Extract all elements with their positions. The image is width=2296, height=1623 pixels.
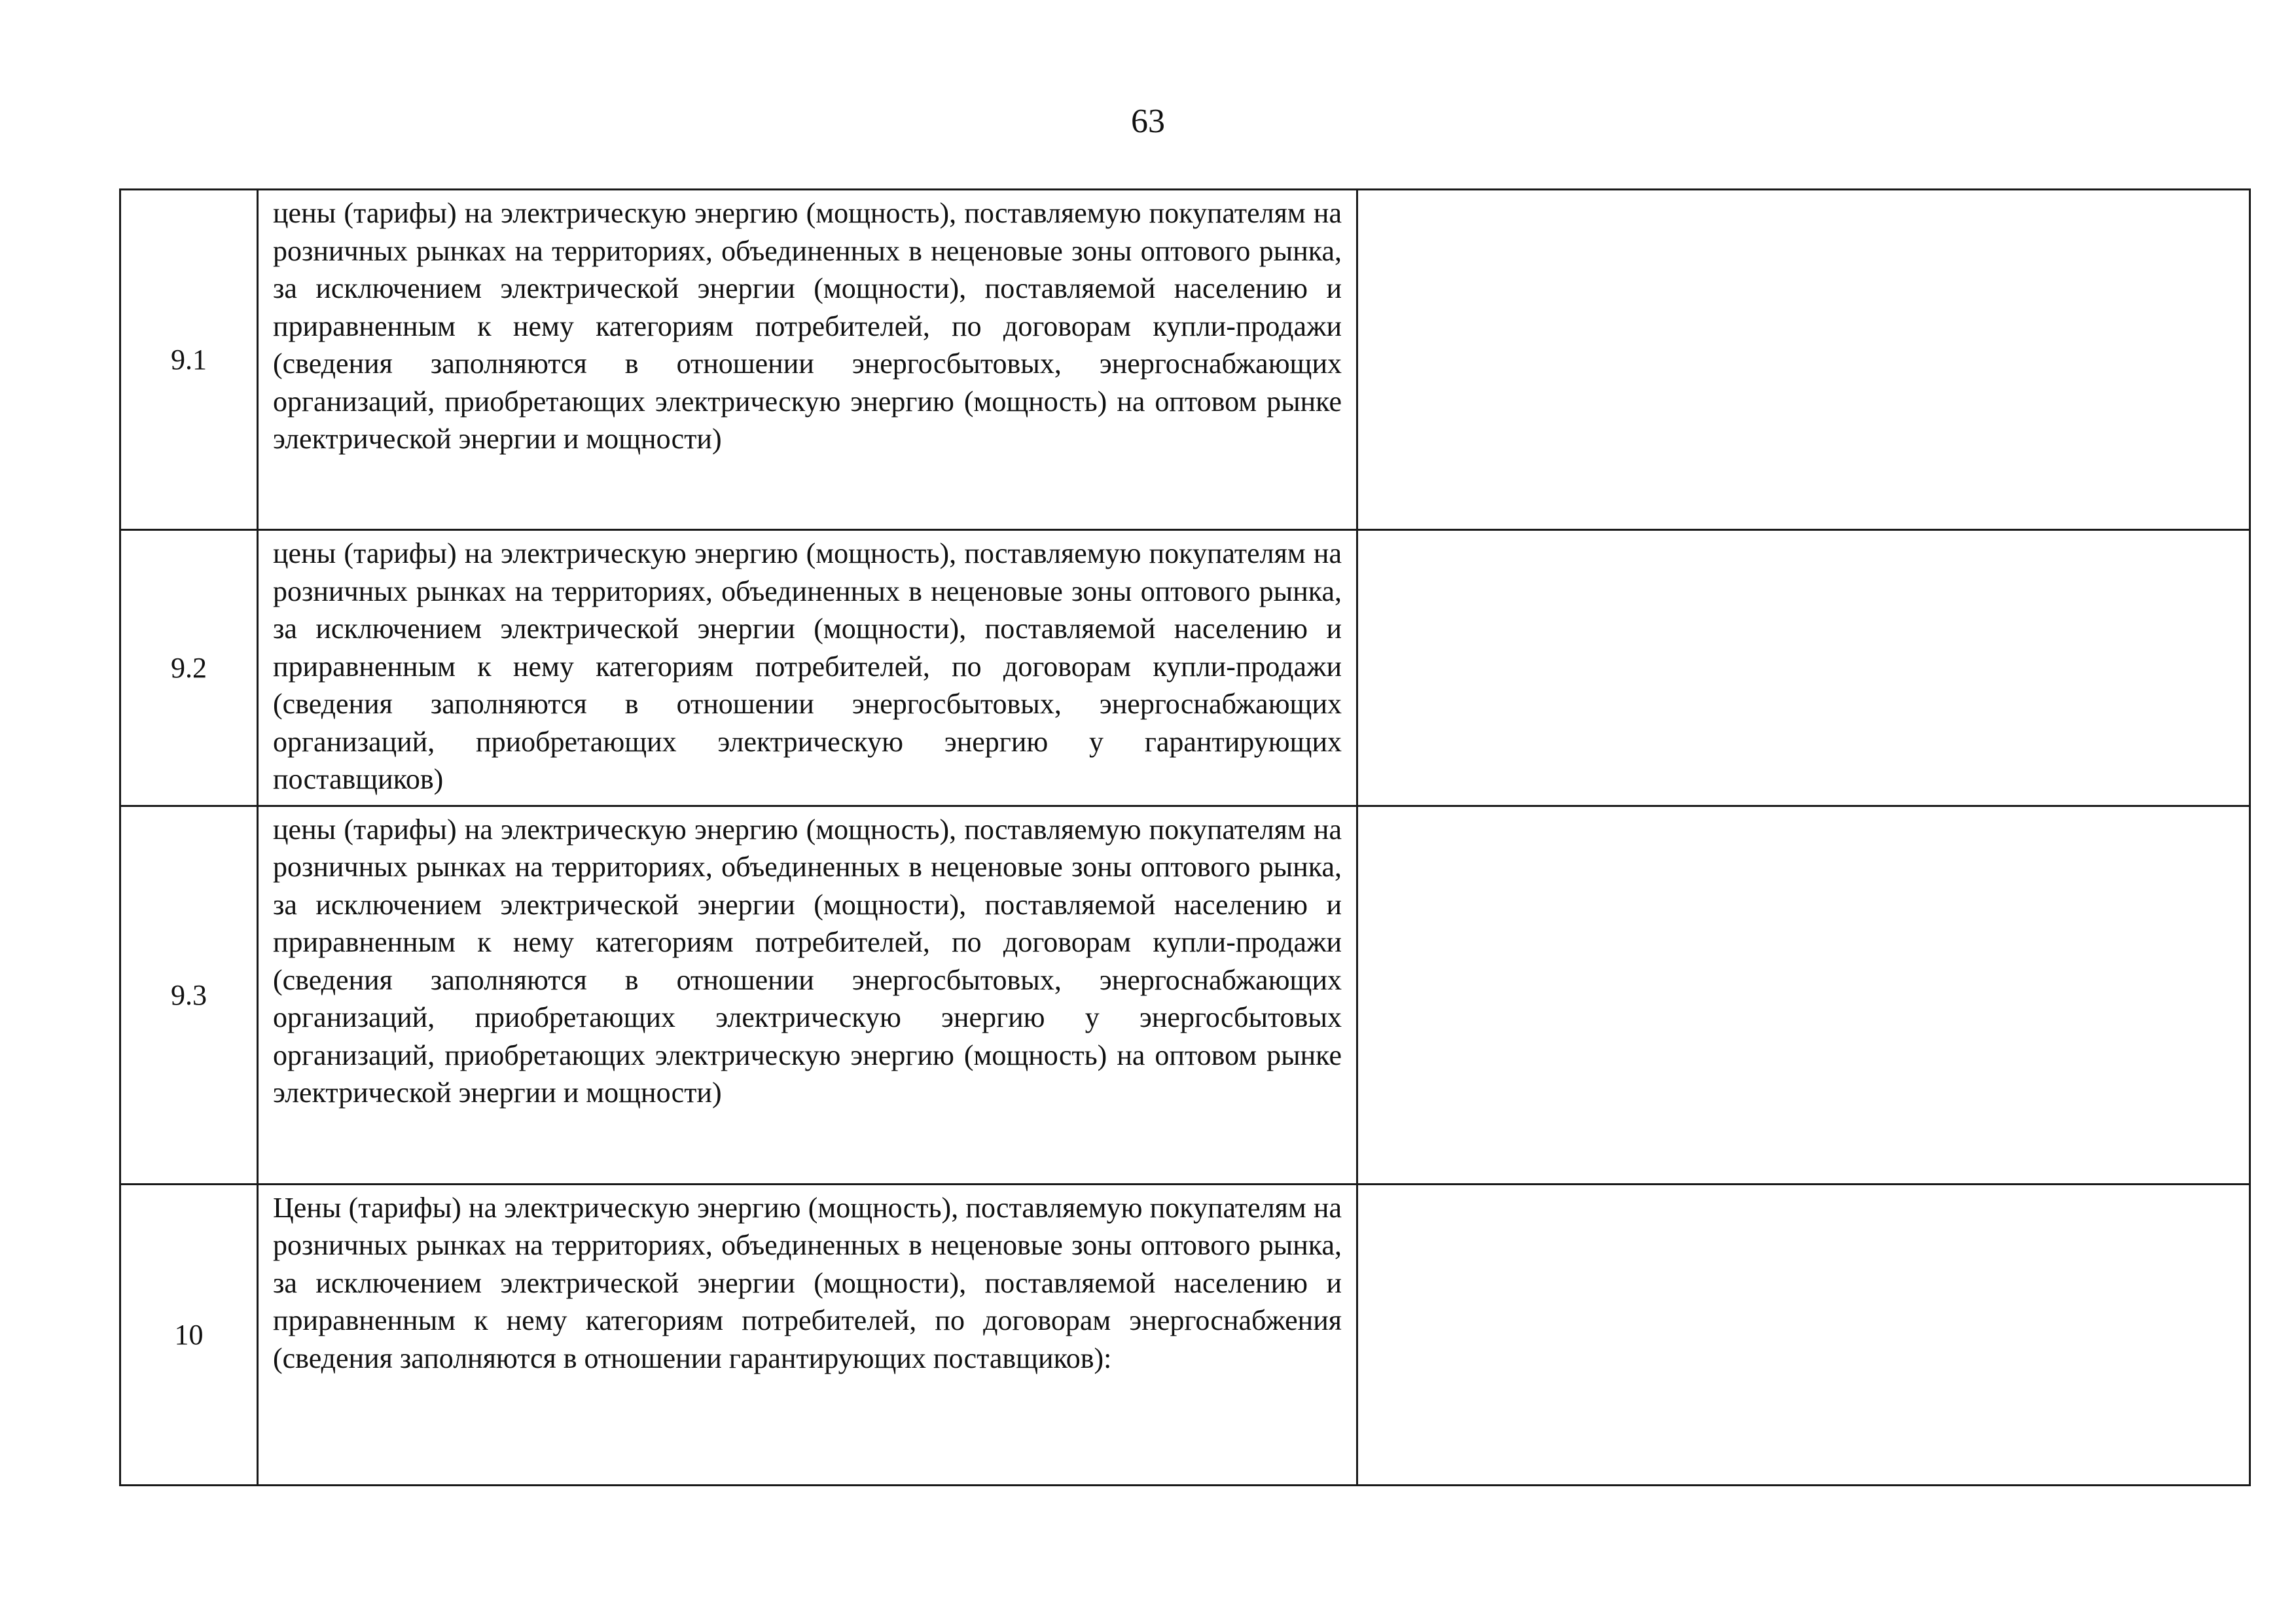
table-row <box>120 1184 2250 1485</box>
row-number: 9.1 <box>120 190 258 530</box>
row-description <box>258 1184 1357 1485</box>
row-description <box>258 806 1357 1184</box>
row-description <box>258 530 1357 806</box>
row-description-text: цены (тарифы) на электрическую энергию (мощность), поставляемую покупателям на розничных рынках на территориях, объединенных в неценовые зоны оптового рынка, за исключением электрической энергии (мощности), поставляемой населению и приравненным к нему категориям потребителей, по договорам купли-продажи (сведения заполняются в отношении энергосбытовых, энергоснабжающих организаций, приобретающих электрическую энергию у гарантирующих поставщиков) <box>273 537 1342 795</box>
row-number: 9.3 <box>120 806 258 1184</box>
row-description-text: Цены (тарифы) на электрическую энергию (мощность), поставляемую покупателям на розничных рынках на территориях, объединенных в неценовые зоны оптового рынка, за исключением электрической энергии (мощности), поставляемой населению и приравненным к нему категориям потребителей, по договорам энергоснабжения (сведения заполняются в отношении гарантирующих поставщиков): <box>273 1191 1342 1374</box>
table-row <box>120 806 2250 1184</box>
row-description <box>258 190 1357 530</box>
table-row <box>120 530 2250 806</box>
row-value-cell <box>1357 1184 2250 1485</box>
row-description-text: цены (тарифы) на электрическую энергию (мощность), поставляемую покупателям на розничных рынках на территориях, объединенных в неценовые зоны оптового рынка, за исключением электрической энергии (мощности), поставляемой населению и приравненным к нему категориям потребителей, по договорам купли-продажи (сведения заполняются в отношении энергосбытовых, энергоснабжающих организаций, приобретающих электрическую энергию (мощность) на оптовом рынке электрической энергии и мощности) <box>273 197 1342 455</box>
row-value-cell <box>1357 530 2250 806</box>
row-value-cell <box>1357 190 2250 530</box>
table-row <box>120 190 2250 530</box>
row-description-text: цены (тарифы) на электрическую энергию (мощность), поставляемую покупателям на розничных рынках на территориях, объединенных в неценовые зоны оптового рынка, за исключением электрической энергии (мощности), поставляемой населению и приравненным к нему категориям потребителей, по договорам купли-продажи (сведения заполняются в отношении энергосбытовых, энергоснабжающих организаций, приобретающих электрическую энергию у энергосбытовых организаций, приобретающих электрическую энергию (мощность) на оптовом рынке электрической энергии и мощности) <box>273 813 1342 1109</box>
row-value-cell <box>1357 806 2250 1184</box>
page-number: 63 <box>1131 103 1165 140</box>
row-number: 10 <box>120 1184 258 1485</box>
row-number: 9.2 <box>120 530 258 806</box>
tariff-table <box>119 188 2251 1486</box>
